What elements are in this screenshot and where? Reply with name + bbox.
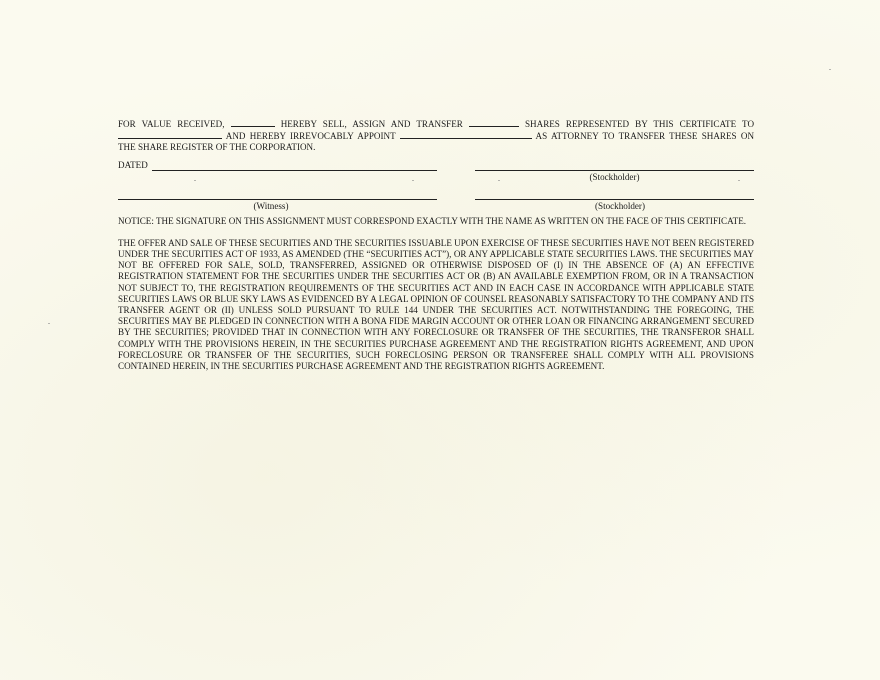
- dated-signature-row: [118, 160, 754, 190]
- restrictive-legend: THE OFFER AND SALE OF THESE SECURITIES AND THE SECURITIES ISSUABLE UPON EXERCISE OF THESE SECURITIES HAVE NOT BEEN REGISTERED UNDER THE SECURITIES ACT OF 1933, AS AMENDED (THE “SECURITIES ACT”), OR ANY APPLICABLE STATE SECURITIES LAWS. THE SECURITIES MAY NOT BE OFFERED FOR SALE, SOLD, TRANSFERRED, ASSIGNED OR OTHERWISE DISPOSED OF (I) IN THE ABSENCE OF (A) AN EFFECTIVE REGISTRATION STATEMENT FOR THE SECURITIES UNDER THE SECURITIES ACT OR (B) AN AVAILABLE EXEMPTION FROM, OR IN A TRANSACTION NOT SUBJECT TO, THE REGISTRATION REQUIREMENTS OF THE SECURITIES ACT AND IN EACH CASE IN ACCORDANCE WITH APPLICABLE STATE SECURITIES LAWS OR BLUE SKY LAWS AS EVIDENCED BY A LEGAL OPINION OF COUNSEL REASONABLY SATISFACTORY TO THE COMPANY AND ITS TRANSFER AGENT OR (II) UNLESS SOLD PURSUANT TO RULE 144 UNDER THE SECURITIES ACT. NOTWITHSTANDING THE FOREGOING, THE SECURITIES MAY BE PLEDGED IN CONNECTION WITH A BONA FIDE MARGIN ACCOUNT OR OTHER LOAN OR FINANCING ARRANGEMENT SECURED BY THE SECURITIES; PROVIDED THAT IN CONNECTION WITH ANY FORECLOSURE OR TRANSFER OF THE SECURITIES, THE TRANSFEROR SHALL COMPLY WITH THE PROVISIONS HEREIN, IN THE SECURITIES PURCHASE AGREEMENT AND THE REGISTRATION RIGHTS AGREEMENT, AND UPON FORECLOSURE OR TRANSFER OF THE SECURITIES, SUCH FORECLOSING PERSON OR TRANSFEREE SHALL COMPLY WITH ALL PROVISIONS CONTAINED HEREIN, IN THE SECURITIES PURCHASE AGREEMENT AND THE REGISTRATION RIGHTS AGREEMENT.: [118, 237, 754, 372]
- witness-signature-row: [118, 190, 754, 220]
- shares-count-blank[interactable]: [469, 118, 519, 127]
- assignment-line-3: THE SHARE REGISTER OF THE CORPORATION.: [118, 142, 316, 153]
- scan-speck: [829, 69, 831, 70]
- assignment-line-2: [118, 130, 754, 142]
- signature-notice: NOTICE: THE SIGNATURE ON THIS ASSIGNMENT MUST CORRESPOND EXACTLY WITH THE NAME AS WRITTEN ON THE FACE OF THIS CERTIFICATE.: [118, 215, 747, 226]
- attorney-blank[interactable]: [400, 130, 532, 139]
- stockholder-signature-line-1[interactable]: [475, 160, 754, 171]
- scan-speck: [48, 323, 50, 324]
- assignment-text: AS ATTORNEY TO TRANSFER THESE SHARES ON: [535, 131, 755, 142]
- date-line[interactable]: [152, 160, 437, 171]
- dated-label: DATED: [118, 159, 148, 170]
- assignment-text: HEREBY SELL, ASSIGN AND TRANSFER: [280, 119, 463, 129]
- stockholder-label-1: (Stockholder): [589, 171, 640, 182]
- assignee-blank[interactable]: [118, 130, 222, 139]
- assignment-text: SHARES REPRESENTED BY THIS CERTIFICATE TO: [525, 119, 755, 129]
- assignor-blank[interactable]: [231, 118, 275, 127]
- witness-signature-line[interactable]: [118, 190, 437, 200]
- assignment-line-1: [118, 118, 754, 130]
- stockholder-label-2: (Stockholder): [594, 200, 645, 211]
- assignment-text: FOR VALUE RECEIVED,: [118, 119, 225, 129]
- stockholder-signature-line-2[interactable]: [475, 190, 754, 200]
- assignment-text: AND HEREBY IRREVOCABLY APPOINT: [225, 131, 396, 142]
- assignment-paragraph: [118, 118, 754, 154]
- certificate-back-text: [118, 118, 754, 372]
- witness-label: (Witness): [253, 200, 289, 211]
